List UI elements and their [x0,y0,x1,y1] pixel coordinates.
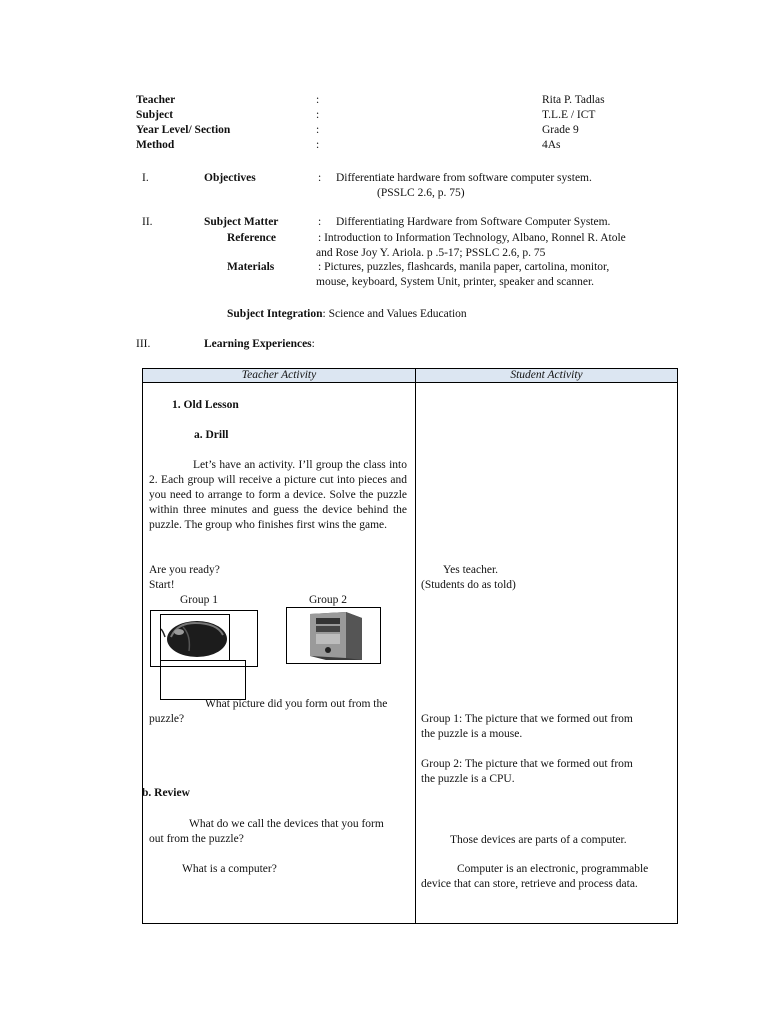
value-method: 4As [542,139,561,151]
integration-text: : Science and Values Education [322,308,467,320]
question-devices-line-1: What do we call the devices that you form [189,818,384,830]
materials-label: Materials [227,261,275,273]
group-1-puzzle-piece [160,660,246,700]
label-method: Method [136,139,175,151]
group-1-label: Group 1 [180,594,219,606]
group-2-answer-line-2: the puzzle is a CPU. [421,773,515,785]
group-1-answer-line-1: Group 1: The picture that we formed out from [421,713,633,725]
section-title: Objectives [204,172,256,184]
label-teacher: Teacher [136,94,176,106]
review-heading: b. Review [142,787,190,799]
label-subject: Subject [136,109,174,121]
colon-subject: : [316,109,320,121]
value-teacher: Rita P. Tadlas [542,94,605,106]
value-year-level: Grade 9 [542,124,579,136]
header-teacher-activity: Teacher Activity [142,368,416,383]
group-2-answer-line-1: Group 2: The picture that we formed out from [421,758,633,770]
section-colon: : [318,172,322,184]
start-cue: Start! [149,579,175,591]
label-year-level: Year Level/ Section [136,124,231,136]
reference-label: Reference [227,232,276,244]
section-number: III. [136,338,151,350]
question-computer: What is a computer? [182,863,277,875]
column-divider [415,368,416,924]
section-number: I. [142,172,149,184]
computer-mouse-icon [161,615,229,661]
colon-year-level: : [316,124,320,136]
group-1-answer-line-2: the puzzle is a mouse. [421,728,523,740]
materials-line-1: : Pictures, puzzles, flashcards, manila paper, cartolina, monitor, [318,261,610,273]
section-colon: : [318,216,322,228]
ready-question: Are you ready? [149,564,220,576]
drill-instructions: Let’s have an activity. I’ll group the class into 2. Each group will receive a picture cut into pieces and you need to arrange to form a device. Solve the puzzle within three minutes and guess the device behind the puzzle. The group who finishes first wins the game. [149,459,407,531]
section-title: Subject Matter [204,216,279,228]
question-picture-line-2: puzzle? [149,713,185,725]
reference-line-2: and Rose Joy Y. Ariola. p .5-17; PSSLC 2.6, p. 75 [316,247,546,259]
materials-line-2: mouse, keyboard, System Unit, printer, speaker and scanner. [316,276,595,288]
section-number: II. [142,216,153,228]
group-2-label: Group 2 [309,594,348,606]
question-devices-line-2: out from the puzzle? [149,833,244,845]
devices-answer: Those devices are parts of a computer. [450,834,627,846]
system-unit-icon [300,610,368,662]
computer-answer-line-2: device that can store, retrieve and process data. [421,878,638,890]
old-lesson-heading: 1. Old Lesson [172,399,239,411]
question-picture-line-1: What picture did you form out from the [205,698,388,710]
section-colon: : [311,338,315,350]
drill-heading: a. Drill [194,429,229,441]
header-student-activity: Student Activity [415,368,678,383]
reference-line-1: : Introduction to Information Technology, Albano, Ronnel R. Atole [318,232,626,244]
colon-teacher: : [316,94,320,106]
objective-reference: (PSSLC 2.6, p. 75) [377,187,465,199]
subject-matter-text: Differentiating Hardware from Software Computer System. [336,216,611,228]
integration-label: Subject Integration [227,308,323,320]
value-subject: T.L.E / ICT [542,109,596,121]
colon-method: : [316,139,320,151]
subject-integration [227,307,467,322]
section-title: Learning Experiences [204,338,312,350]
student-yes-teacher: Yes teacher. [443,564,499,576]
student-do-as-told: (Students do as told) [421,579,516,591]
objective-text: Differentiate hardware from software computer system. [336,172,592,184]
computer-answer-line-1: Computer is an electronic, programmable [457,863,649,875]
section-title-line [204,337,315,352]
